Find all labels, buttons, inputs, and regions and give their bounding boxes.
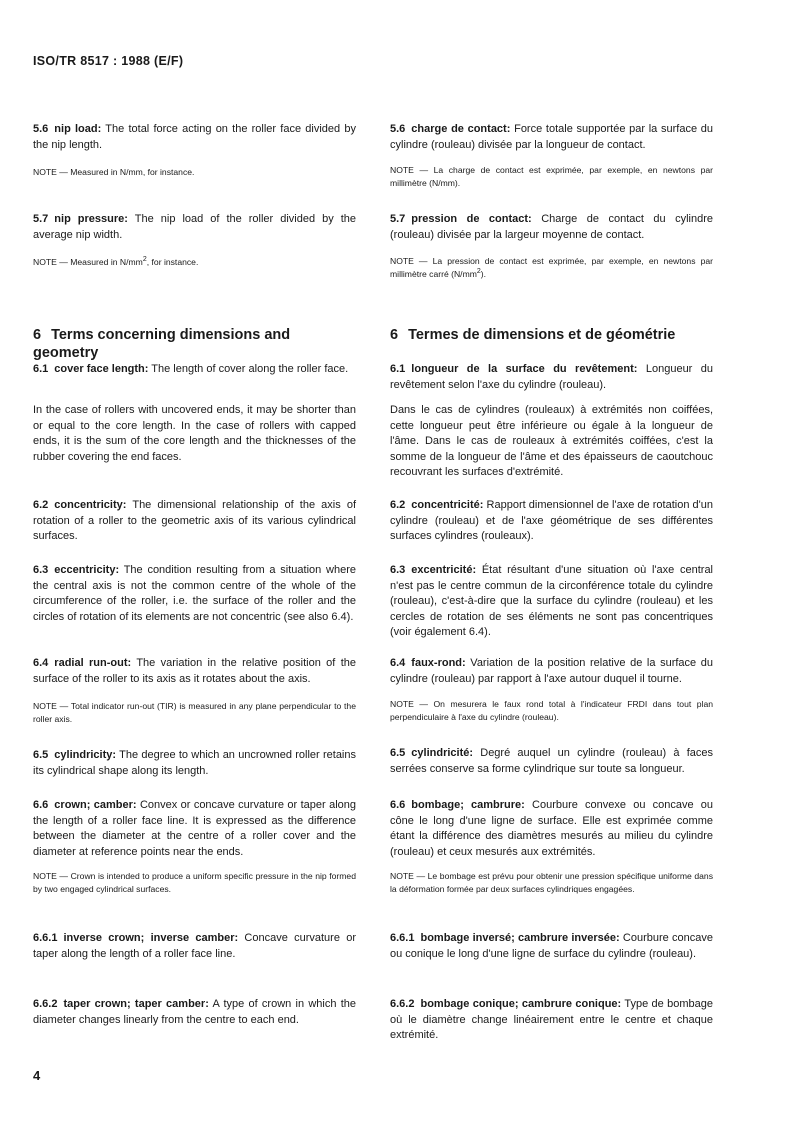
- note-6-6-en: NOTE — Crown is intended to produce a uniform specific pressure in the nip formed by two engaged cylindrical surfaces.: [33, 871, 356, 894]
- definition-6-1-fr: [390, 362, 713, 393]
- definition-text: The length of cover along the roller face.: [151, 363, 349, 375]
- note-6-4-fr: NOTE — On mesurera le faux rond total à l'indicateur FRDI dans tout plan perpendiculaire à l'axe du cylindre (rouleau).: [390, 699, 713, 722]
- definition-6-4-en: [33, 656, 356, 687]
- definition-text: Convex or concave curvature or taper along the length of a roller face line. It is expressed as the difference between the diameter at the centre of a roller cover and the diameter at reference points near the ends.: [33, 799, 356, 858]
- definition-6-4-fr: [390, 656, 713, 687]
- note-6-4-en: NOTE — Total indicator run-out (TIR) is measured in any plane perpendicular to the roller axis.: [33, 701, 356, 724]
- definition-text: Courbure concave ou conique le long d'une ligne de surface du cylindre (rouleau).: [390, 932, 713, 960]
- note-5-6-fr: NOTE — La charge de contact est exprimée, par exemple, en newtons par millimètre (N/mm).: [390, 165, 713, 188]
- term: eccentricity:: [54, 564, 120, 576]
- clause-number: 6.5: [390, 747, 406, 759]
- term: concentricity:: [54, 499, 127, 511]
- definition-text: Concave curvature or taper along the length of a roller face line.: [33, 932, 356, 960]
- term: concentricité:: [411, 499, 484, 511]
- clause-number: 5.7: [33, 213, 49, 225]
- clause-number: 6.6.1: [390, 932, 415, 944]
- note-text: NOTE — La pression de contact est exprimée, par exemple, en newtons par millimètre carré (N/mm: [390, 256, 713, 279]
- term: nip load:: [54, 123, 102, 135]
- definition-text: Type de bombage où le diamètre change linéairement entre le centre et chaque extrémité.: [390, 998, 714, 1041]
- term: radial run-out:: [54, 657, 132, 669]
- superscript: 2: [142, 256, 147, 264]
- term: inverse crown; inverse camber:: [63, 932, 239, 944]
- term: bombage; cambrure:: [411, 799, 525, 811]
- section-number: 6: [33, 327, 42, 343]
- paragraph-6-1-en: In the case of rollers with uncovered ends, it may be shorter than or equal to the core length. In the case of rollers with capped ends, it is the sum of the core length and the thicknesses of the rubber covering the end faces.: [33, 404, 356, 463]
- paragraph-6-1-fr: Dans le cas de cylindres (rouleaux) à extrémités non coiffées, cette longueur peut être inférieure ou égale à la longueur de l'âme. Dans le cas de rouleaux à extrémités coiffées, c'est la somme de la longueur de l'âme et des épaisseurs de caoutchouc recouvrant les surfaces d'extrémité.: [390, 404, 713, 478]
- clause-number: 6.3: [33, 564, 49, 576]
- clause-number: 6.2: [390, 499, 406, 511]
- section-6-heading-en: [33, 326, 356, 362]
- superscript: 2: [476, 268, 481, 276]
- definition-6-6-1-fr: [390, 931, 713, 962]
- clause-number: 6.6.1: [33, 932, 58, 944]
- definition-text: The total force acting on the roller face divided by the nip length.: [33, 123, 356, 151]
- clause-number: 6.6.2: [390, 998, 415, 1010]
- term: pression de contact:: [411, 213, 532, 225]
- page-number: 4: [33, 1068, 41, 1083]
- definition-6-5-fr: [390, 746, 713, 777]
- definition-5-7-fr: [390, 212, 713, 243]
- definition-6-6-en: [33, 798, 356, 860]
- definition-5-6-fr: [390, 122, 713, 153]
- term: excentricité:: [411, 564, 477, 576]
- term: bombage conique; cambrure conique:: [420, 998, 622, 1010]
- clause-number: 5.6: [33, 123, 49, 135]
- section-title: Termes de dimensions et de géométrie: [408, 327, 676, 343]
- term: taper crown; taper camber:: [63, 998, 209, 1010]
- clause-number: 6.4: [33, 657, 49, 669]
- definition-text: The dimensional relationship of the axis of rotation of a roller to the geometric axis of its various cylindrical surfaces.: [33, 499, 357, 542]
- section-title: Terms concerning dimensions and geometry: [33, 327, 291, 361]
- clause-number: 6.1: [33, 363, 49, 375]
- clause-number: 5.7: [390, 213, 406, 225]
- definition-6-6-fr: [390, 798, 713, 860]
- definition-text: The degree to which an uncrowned roller retains its cylindrical shape along its length.: [33, 749, 356, 777]
- definition-text: The variation in the relative position of the surface of the roller to its axis as it rotates about the axis.: [33, 657, 356, 685]
- note-text-end: , for instance.: [146, 257, 199, 267]
- definition-text: Variation de la position relative de la surface du cylindre (rouleau) par rapport à l'axe autour duquel il tourne.: [390, 657, 713, 685]
- definition-6-3-en: [33, 563, 356, 625]
- definition-text: A type of crown in which the diameter changes linearly from the centre to each end.: [33, 998, 356, 1026]
- clause-number: 6.2: [33, 499, 49, 511]
- definition-text: Charge de contact du cylindre (rouleau) divisée par la largeur moyenne de contact.: [390, 213, 714, 241]
- term: nip pressure:: [54, 213, 128, 225]
- note-5-6-en: NOTE — Measured in N/mm, for instance.: [33, 167, 195, 177]
- term: cylindricity:: [54, 749, 117, 761]
- definition-text: Degré auquel un cylindre (rouleau) à faces serrées conserve sa forme cylindrique sur toute sa longueur.: [390, 747, 713, 775]
- clause-number: 6.6: [33, 799, 49, 811]
- definition-text: Longueur du revêtement selon l'axe du cylindre (rouleau).: [390, 363, 714, 391]
- definition-6-3-fr: [390, 563, 713, 641]
- definition-text: The condition resulting from a situation where the central axis is not the common centre of the whole of the circumference of the roller, i.e. the surface of the roller and the circles of rotation of its elements are not concentric (see also 6.4).: [33, 564, 357, 623]
- definition-5-6-en: [33, 122, 356, 153]
- term: charge de contact:: [411, 123, 511, 135]
- clause-number: 6.4: [390, 657, 406, 669]
- section-number: 6: [390, 327, 399, 343]
- definition-6-2-fr: [390, 498, 713, 545]
- term: bombage inversé; cambrure inversée:: [420, 932, 620, 944]
- clause-number: 6.6: [390, 799, 406, 811]
- definition-text: Courbure convexe ou concave ou cône le long d'une ligne de surface. Elle est exprimée comme étant la différence des diamètres mesurés au milieu du cylindre (rouleau) et ceux mesurés aux extrémités.: [390, 799, 713, 858]
- term: longueur de la surface du revêtement:: [411, 363, 638, 375]
- clause-number: 5.6: [390, 123, 406, 135]
- definition-6-6-2-fr: [390, 997, 713, 1044]
- definition-text: The nip load of the roller divided by the average nip width.: [33, 213, 357, 241]
- definition-6-2-en: [33, 498, 356, 545]
- note-text-end: ).: [480, 269, 487, 279]
- note-6-6-fr: NOTE — Le bombage est prévu pour obtenir une pression spécifique uniforme dans la déformation formée par deux surfaces cylindriques engagées.: [390, 871, 713, 894]
- clause-number: 6.1: [390, 363, 406, 375]
- definition-6-1-en: [33, 362, 356, 378]
- definition-text: Rapport dimensionnel de l'axe de rotation d'un cylindre (rouleau) et de l'axe géométrique de ses différentes surfaces cylindres (rouleaux).: [390, 499, 713, 542]
- term: cylindricité:: [411, 747, 474, 759]
- definition-5-7-en: [33, 212, 356, 243]
- term: faux-rond:: [411, 657, 466, 669]
- clause-number: 6.5: [33, 749, 49, 761]
- definition-text: Force totale supportée par la surface du cylindre (rouleau) divisée par la longueur de contact.: [390, 123, 713, 151]
- definition-6-6-1-en: [33, 931, 356, 962]
- definition-6-6-2-en: [33, 997, 356, 1028]
- term: crown; camber:: [54, 799, 137, 811]
- note-5-7-fr: [390, 255, 713, 281]
- section-6-heading-fr: [390, 326, 713, 344]
- clause-number: 6.3: [390, 564, 406, 576]
- definition-text: État résultant d'une situation où l'axe central n'est pas le centre commun de la circonférence totale du cylindre (rouleau), c'est-à-dire que la surface du cylindre (rouleau) et les cercles de rotation de ses éléments ne sont pas concentriques (voir également 6.4).: [390, 564, 714, 638]
- note-5-7-en: [33, 256, 356, 269]
- note-text: NOTE — Measured in N/mm: [33, 257, 143, 267]
- definition-6-5-en: [33, 748, 356, 779]
- document-header: ISO/TR 8517 : 1988 (E/F): [33, 54, 184, 68]
- clause-number: 6.6.2: [33, 998, 58, 1010]
- term: cover face length:: [54, 363, 149, 375]
